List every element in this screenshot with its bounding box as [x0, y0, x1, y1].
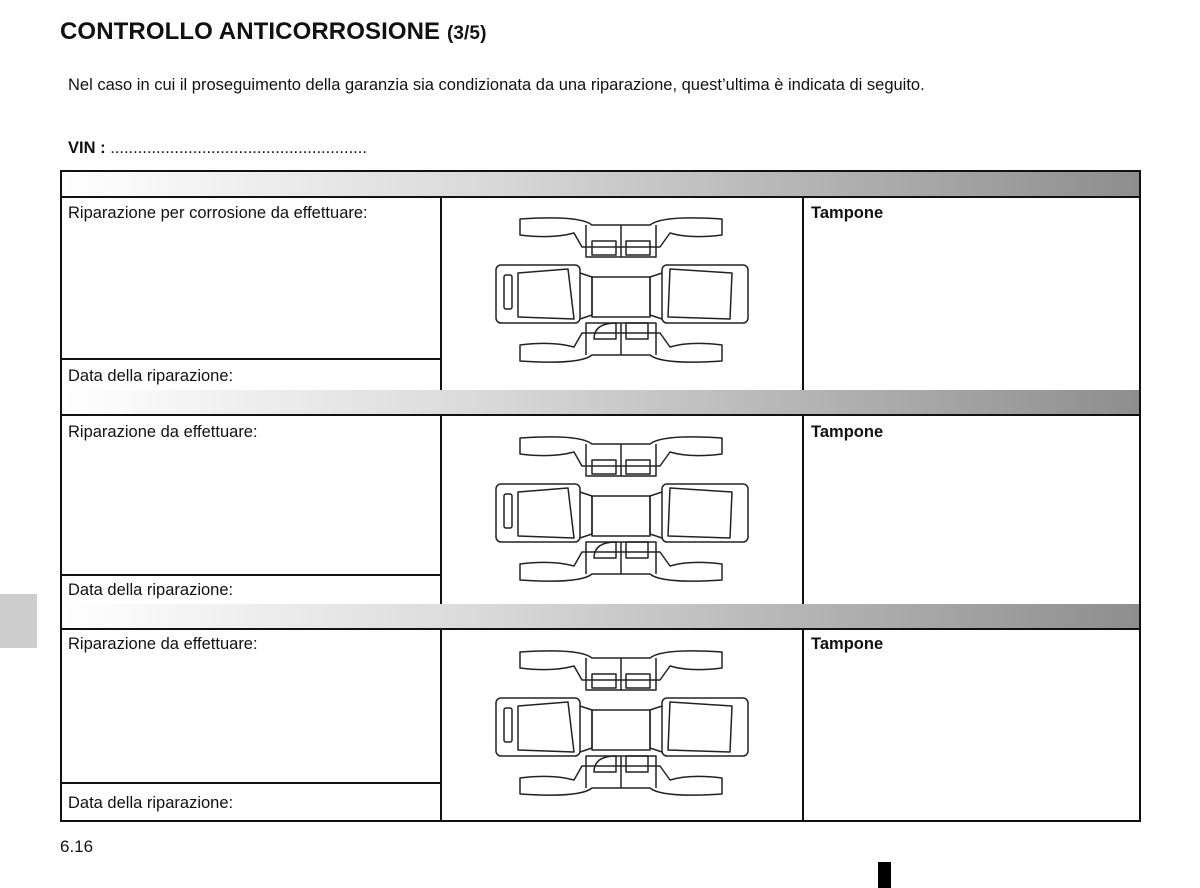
section-header-band [62, 604, 1139, 630]
date-label: Data della riparazione: [68, 581, 234, 599]
divider [62, 574, 441, 576]
divider [440, 630, 442, 822]
divider [62, 782, 441, 784]
stamp-label: Tampone [811, 204, 884, 222]
date-label: Data della riparazione: [68, 367, 234, 385]
page-title-suffix: (3/5) [446, 23, 487, 44]
vin-field [68, 139, 367, 158]
section-header-band [62, 172, 1139, 198]
vin-value: ........................................................ [110, 139, 367, 157]
page-number: 6.16 [60, 837, 94, 856]
intro-text: Nel caso in cui il proseguimento della garanzia sia condizionata da una riparazione, quest’ultima è indicata di seguito. [68, 76, 925, 94]
stamp-label: Tampone [811, 423, 884, 441]
car-body-diagram-icon [490, 211, 754, 369]
repair-label: Riparazione per corrosione da effettuare: [68, 204, 368, 222]
repair-label: Riparazione da effettuare: [68, 423, 258, 441]
stamp-label: Tampone [811, 635, 884, 653]
page-title [60, 18, 487, 46]
page-title-main: CONTROLLO ANTICORROSIONE [60, 18, 441, 45]
vin-label: VIN : [68, 139, 106, 157]
section-header-band [62, 390, 1139, 416]
car-body-diagram-icon [490, 644, 754, 802]
date-label: Data della riparazione: [68, 794, 234, 812]
repair-record-form [60, 170, 1141, 822]
print-mark [878, 862, 891, 888]
repair-label: Riparazione da effettuare: [68, 635, 258, 653]
divider [440, 416, 442, 604]
divider [802, 198, 804, 390]
divider [802, 416, 804, 604]
chapter-side-tab [0, 594, 37, 648]
divider [802, 630, 804, 822]
car-body-diagram-icon [490, 430, 754, 588]
divider [62, 358, 441, 360]
divider [440, 198, 442, 390]
